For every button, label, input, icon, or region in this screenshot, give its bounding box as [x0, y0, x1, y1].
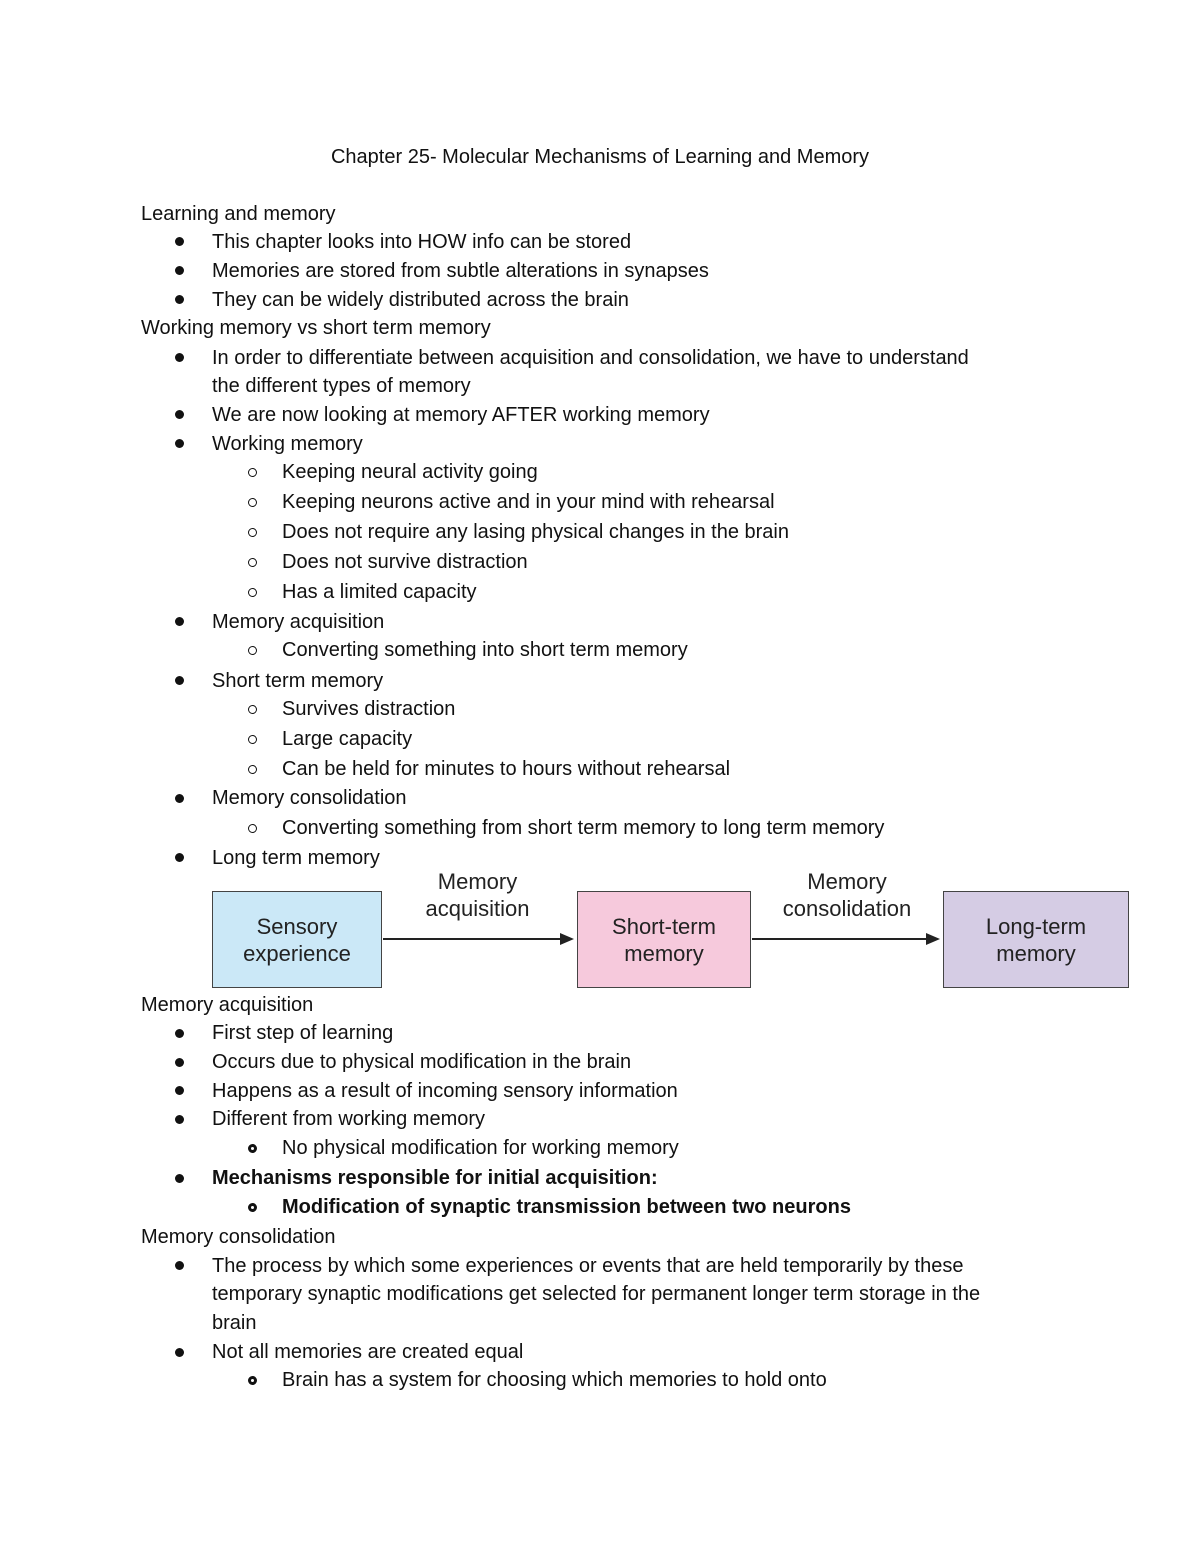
list-item-short-term-memory: Short term memory — [212, 670, 384, 692]
sub-list-item: Converting something into short term memory — [282, 639, 688, 661]
sub-list-item: Keeping neural activity going — [282, 461, 538, 483]
sub-list-item: Brain has a system for choosing which memories to hold onto — [282, 1369, 827, 1391]
bullet-icon — [175, 1115, 184, 1124]
sub-list-item: Has a limited capacity — [282, 581, 477, 603]
sub-list-item: Converting something from short term memory to long term memory — [282, 817, 885, 839]
list-item: Memories are stored from subtle alterations in synapses — [212, 260, 709, 282]
sub-list-item: Survives distraction — [282, 698, 456, 720]
sub-list-item: Large capacity — [282, 728, 413, 750]
sub-bullet-icon — [248, 1144, 257, 1153]
sub-list-item: No physical modification for working memory — [282, 1137, 679, 1159]
diagram-label-line: consolidation — [782, 896, 912, 921]
list-item: Happens as a result of incoming sensory information — [212, 1080, 678, 1102]
section-heading-consolidation: Memory consolidation — [141, 1226, 336, 1248]
bullet-icon — [175, 1348, 184, 1357]
diagram-box-line: Long-term — [985, 913, 1087, 939]
list-item-continuation: the different types of memory — [212, 375, 471, 397]
list-item-continuation: brain — [212, 1312, 257, 1334]
list-item-mechanisms: Mechanisms responsible for initial acquisition: — [212, 1167, 658, 1189]
bullet-icon — [175, 1261, 184, 1270]
sub-list-item: Can be held for minutes to hours without rehearsal — [282, 758, 731, 780]
bullet-icon — [175, 1058, 184, 1067]
list-item: Different from working memory — [212, 1108, 486, 1130]
diagram-label-line: Memory — [807, 869, 887, 894]
bullet-icon — [175, 1086, 184, 1095]
diagram-box-line: memory — [996, 940, 1076, 966]
sub-list-item: Does not require any lasing physical changes in the brain — [282, 521, 789, 543]
list-item: We are now looking at memory AFTER working memory — [212, 404, 710, 426]
section-heading-working-vs-short: Working memory vs short term memory — [141, 317, 491, 339]
page-title: Chapter 25- Molecular Mechanisms of Learning and Memory — [330, 146, 870, 168]
diagram-box-line: Sensory — [256, 913, 338, 939]
sub-list-item: Does not survive distraction — [282, 551, 528, 573]
sub-list-item: Modification of synaptic transmission between two neurons — [282, 1196, 851, 1218]
section-heading-acquisition: Memory acquisition — [141, 994, 314, 1016]
list-item-memory-consolidation: Memory consolidation — [212, 787, 407, 809]
list-item: Occurs due to physical modification in the brain — [212, 1051, 632, 1073]
sub-bullet-icon — [248, 1203, 257, 1212]
list-item: This chapter looks into HOW info can be stored — [212, 231, 632, 253]
diagram-box-line: experience — [243, 940, 351, 966]
bullet-icon — [175, 1174, 184, 1183]
list-item-long-term-memory: Long term memory — [212, 847, 380, 869]
list-item: First step of learning — [212, 1022, 394, 1044]
list-item: They can be widely distributed across the brain — [212, 289, 629, 311]
list-item: Not all memories are created equal — [212, 1341, 524, 1363]
diagram-box-line: memory — [624, 940, 704, 966]
list-item: In order to differentiate between acquisition and consolidation, we have to understand — [212, 347, 969, 369]
bullet-icon — [175, 1029, 184, 1038]
section-heading-learning: Learning and memory — [141, 203, 336, 225]
list-item-working-memory: Working memory — [212, 433, 363, 455]
list-item-memory-acquisition: Memory acquisition — [212, 611, 385, 633]
list-item: The process by which some experiences or events that are held temporarily by these — [212, 1255, 964, 1277]
diagram-label-line: acquisition — [425, 896, 530, 921]
sub-list-item: Keeping neurons active and in your mind with rehearsal — [282, 491, 775, 513]
diagram-box-line: Short-term — [612, 913, 716, 939]
diagram-label-line: Memory — [437, 869, 518, 894]
arrow-acquisition-icon — [383, 933, 574, 945]
sub-bullet-icon — [248, 1376, 257, 1385]
list-item-continuation: temporary synaptic modifications get selected for permanent longer term storage in the — [212, 1283, 981, 1305]
arrow-consolidation-icon — [752, 933, 940, 945]
